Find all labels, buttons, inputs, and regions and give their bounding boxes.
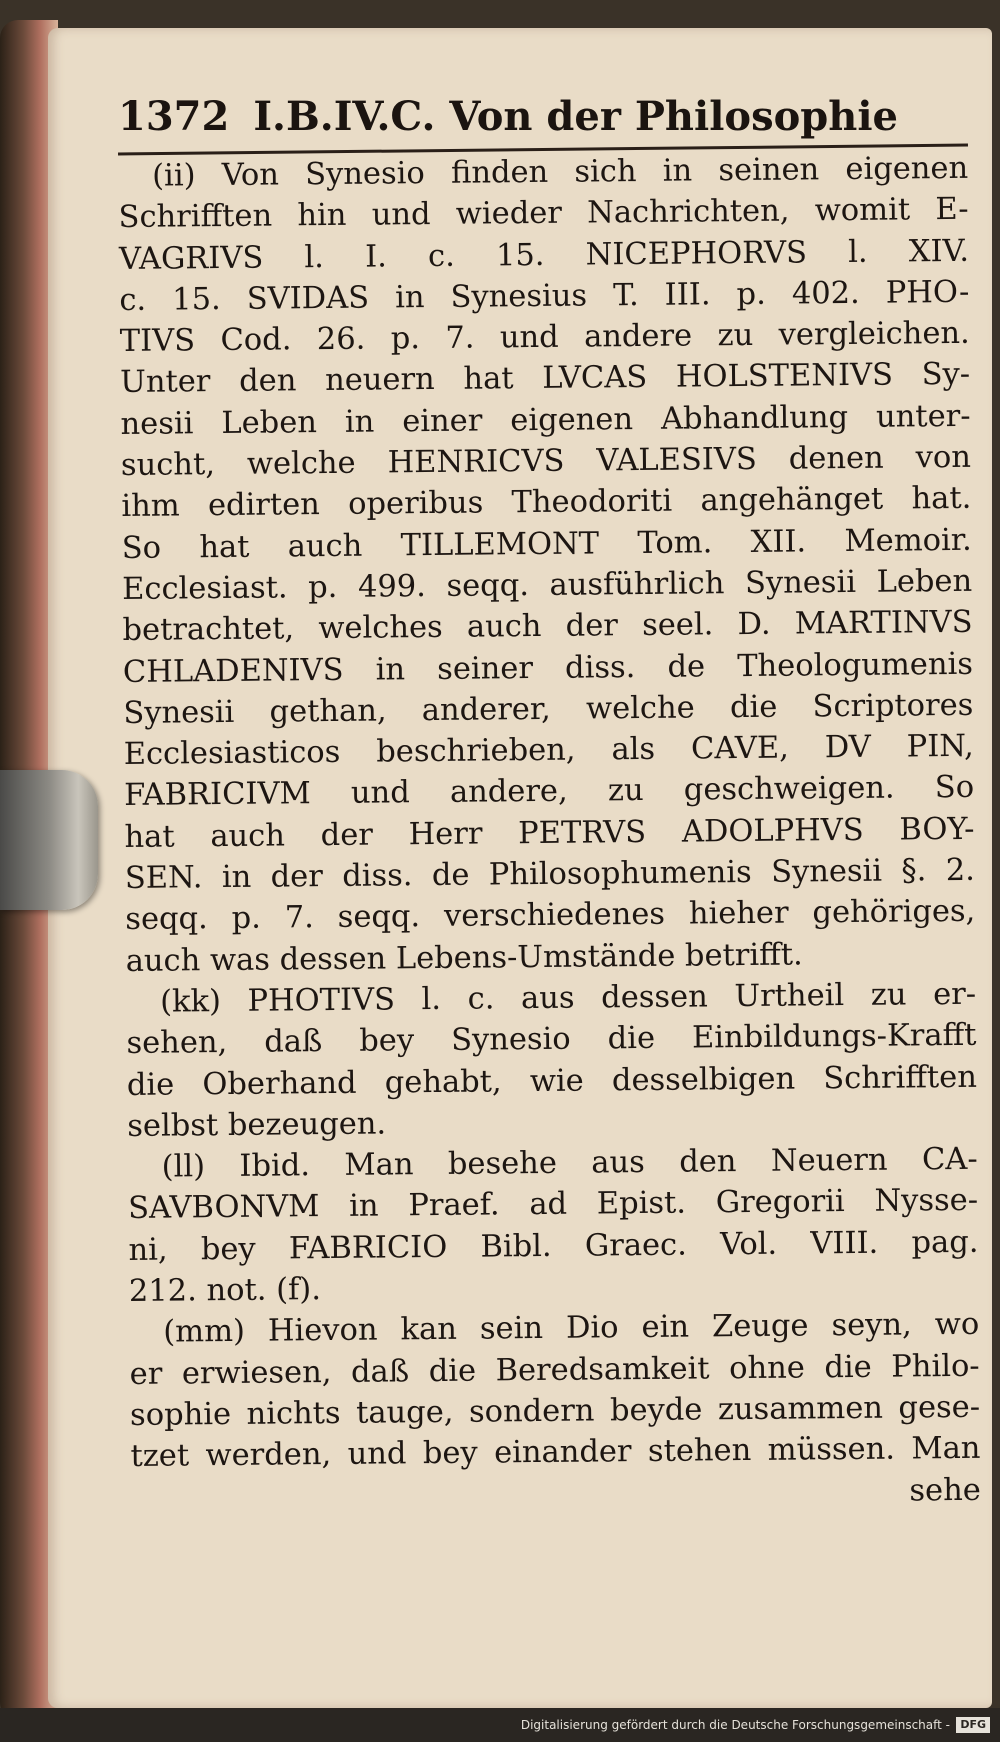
text-line: Ecclesiasticos beschrieben, als CAVE, DV PIN,	[123, 728, 974, 773]
catchword: sehe	[909, 1472, 982, 1508]
page-header	[118, 70, 968, 140]
text-line: selbst bezeugen.	[127, 1106, 387, 1144]
text-line: TIVS Cod. 26. p. 7. und andere zu vergleichen.	[119, 316, 970, 360]
footnote-text	[118, 148, 981, 1519]
text-line: er erwiesen, daß die Beredsamkeit ohne die Philo-	[129, 1348, 980, 1392]
page-number: 1372	[118, 93, 230, 140]
text-line: betrachtet, welches auch der seel. D. MARTINVS	[122, 605, 973, 649]
text-line: sehen, daß bey Synesio die Einbildungs-Krafft	[126, 1018, 977, 1062]
text-line: SEN. in der diss. de Philosophumenis Synesii §. 2.	[124, 852, 976, 897]
text-line: ni, bey FABRICIO Bibl. Graec. Vol. VIII. pag.	[128, 1224, 979, 1268]
text-line: VAGRIVS l. I. c. 15. NICEPHORVS l. XIV.	[118, 233, 970, 277]
text-line: Unter den neuern hat LVCAS HOLSTENIVS Sy-	[120, 357, 971, 401]
text-line: sucht, welche HENRICVS VALESIVS denen von	[120, 439, 972, 484]
digitization-footer	[0, 1708, 1000, 1742]
text-line: tzet werden, und bey einander stehen müssen. Man	[130, 1430, 981, 1475]
text-line: (ii) Von Synesio finden sich in seinen eigenen	[152, 150, 969, 194]
text-line: ihm edirten operibus Theodoriti angehänget hat.	[121, 481, 972, 525]
dfg-logo: DFG	[956, 1717, 990, 1733]
page-clip	[0, 770, 98, 910]
text-line: seqq. p. 7. seqq. verschiedenes hieher gehöriges,	[125, 894, 976, 938]
text-line: Synesii gethan, anderer, welche die Scriptores	[123, 687, 974, 731]
text-line: 212. not. (f).	[128, 1272, 322, 1309]
text-line: hat auch der Herr PETRVS ADOLPHVS BOY-	[124, 811, 975, 855]
text-line: nesii Leben in einer eigenen Abhandlung unter-	[120, 398, 971, 442]
text-line: (ll) Ibid. Man besehe aus den Neuern CA-	[161, 1141, 978, 1185]
text-line: CHLADENIVS in seiner diss. de Theologumenis	[122, 646, 974, 690]
running-title: I.B.IV.C. Von der Philosophie	[253, 93, 898, 140]
text-line: (kk) PHOTIVS l. c. aus dessen Urtheil zu er-	[159, 976, 977, 1020]
text-line: SAVBONVM in Praef. ad Epist. Gregorii Nysse-	[127, 1183, 979, 1227]
text-line: sophie nichts tauge, sondern beyde zusammen gese-	[129, 1389, 981, 1433]
text-line: (mm) Hievon kan sein Dio ein Zeuge seyn, wo	[163, 1307, 980, 1350]
text-line: die Oberhand gehabt, wie desselbigen Schrifften	[126, 1059, 978, 1103]
text-line: Ecclesiast. p. 499. seqq. ausführlich Synesii Leben	[121, 563, 973, 607]
digitization-credit: Digitalisierung gefördert durch die Deutsche Forschungsgemeinschaft -	[520, 1718, 950, 1732]
text-line: So hat auch TILLEMONT Tom. XII. Memoir.	[121, 522, 972, 566]
text-line: c. 15. SVIDAS in Synesius T. III. p. 402. PHO-	[119, 274, 970, 318]
text-line: FABRICIVM und andere, zu geschweigen. So	[123, 770, 975, 814]
text-line: Schrifften hin und wieder Nachrichten, womit E-	[118, 192, 969, 236]
text-line: auch was dessen Lebens-Umstände betrifft.	[125, 937, 803, 979]
